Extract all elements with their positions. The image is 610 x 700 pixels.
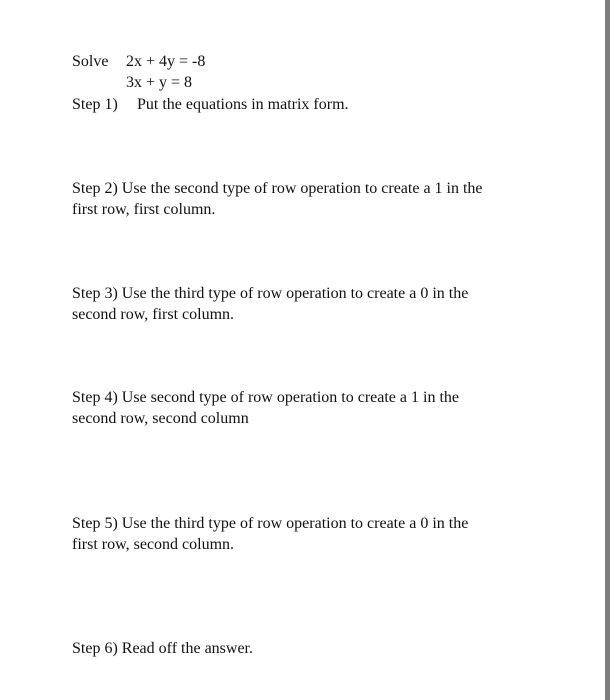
solve-label: Solve <box>72 53 109 70</box>
step-4-line-1: Step 4) Use second type of row operation to create a 1 in the <box>72 389 459 406</box>
step-1-label: Step 1) <box>72 96 118 113</box>
equation-1: 2x + 4y = -8 <box>126 53 206 70</box>
equation-2: 3x + y = 8 <box>126 74 193 91</box>
step-1-text: Put the equations in matrix form. <box>137 96 349 113</box>
step-2-line-2: first row, first column. <box>72 201 216 218</box>
step-5-line-2: first row, second column. <box>72 536 235 553</box>
step-2-line-1: Step 2) Use the second type of row operation to create a 1 in the <box>72 180 483 197</box>
step-3-line-1: Step 3) Use the third type of row operation to create a 0 in the <box>72 285 469 302</box>
step-6: Step 6) Read off the answer. <box>72 640 253 657</box>
step-5 <box>72 513 552 555</box>
step-3-line-2: second row, first column. <box>72 306 235 323</box>
page-right-edge <box>605 0 610 700</box>
step-5-line-1: Step 5) Use the third type of row operation to create a 0 in the <box>72 515 469 532</box>
step-2 <box>72 178 552 220</box>
step-3 <box>72 283 552 325</box>
step-4-line-2: second row, second column <box>72 410 249 427</box>
step-4 <box>72 387 552 429</box>
